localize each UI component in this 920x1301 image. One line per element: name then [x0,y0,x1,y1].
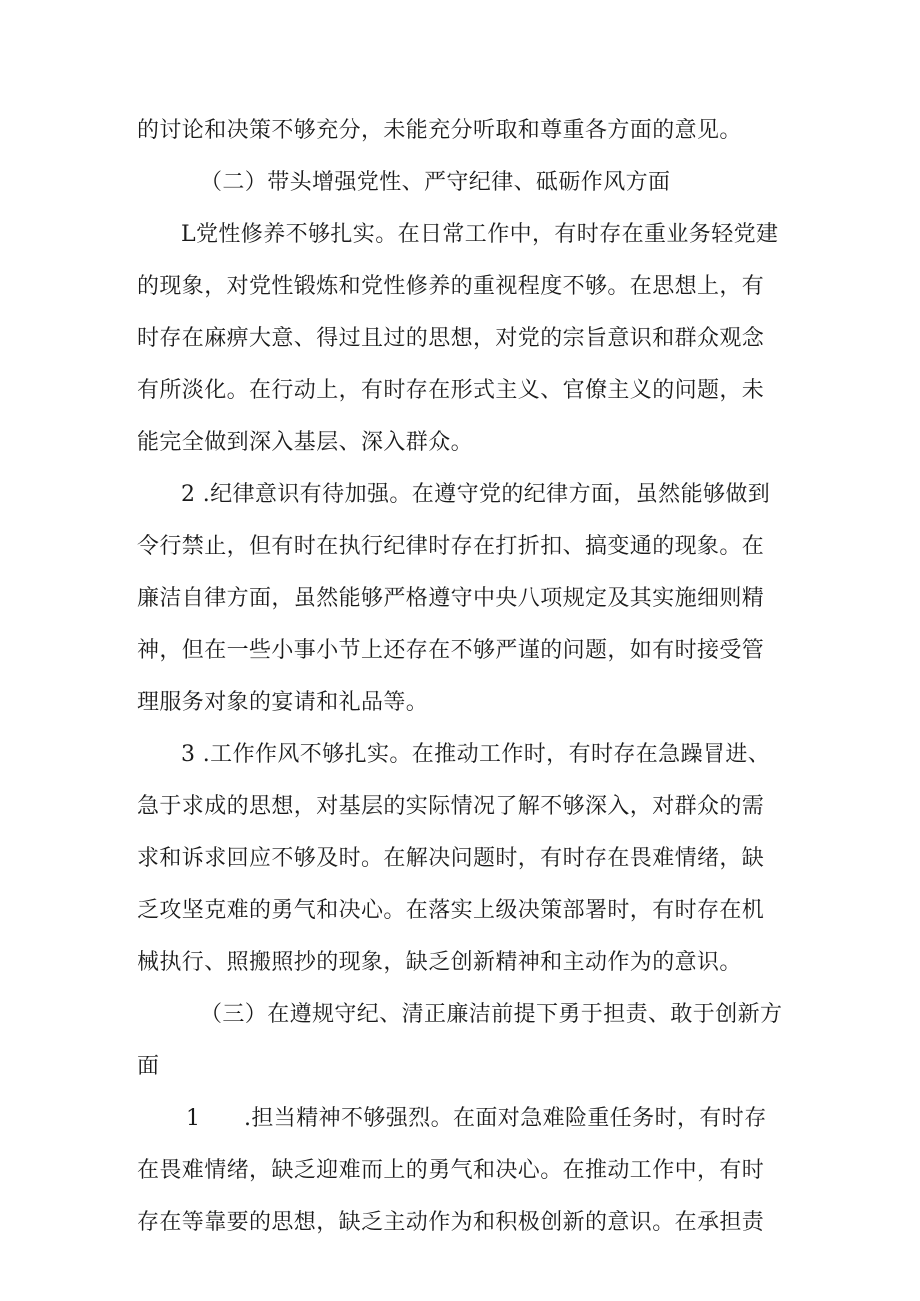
paragraph-line: 令行禁止，但有时在执行纪律时存在打折扣、搞变通的现象。在 [137,534,765,559]
paragraph-line: L党性修养不够扎实。在日常工作中，有时存在重业务轻党建 [181,222,779,247]
section-heading-2: （二）带头增强党性、严守纪律、砥砺作风方面 [200,170,671,195]
paragraph-line: 能完全做到深入基层、深入群众。 [137,430,474,455]
paragraph-line: 的讨论和决策不够充分，未能充分听取和尊重各方面的意见。 [137,118,742,143]
section-heading-3: （三）在遵规守纪、清正廉洁前提下勇于担责、敢于创新方 [200,1002,783,1027]
paragraph-line: 求和诉求回应不够及时。在解决问题时，有时存在畏难情绪，缺 [137,846,765,871]
section-heading-3-continued: 面 [137,1054,160,1079]
paragraph-line: 急于求成的思想，对基层的实际情况了解不够深入，对群众的需 [137,794,765,819]
paragraph-line: 械执行、照搬照抄的现象，缺乏创新精神和主动作为的意识。 [137,950,742,975]
paragraph-line: .担当精神不够强烈。在面对急难险重任务时，有时存 [244,1106,767,1131]
paragraph-line: 3 .工作作风不够扎实。在推动工作时，有时存在急躁冒进、 [181,742,771,767]
paragraph-line: 在畏难情绪，缺乏迎难而上的勇气和决心。在推动工作中，有时 [137,1158,765,1183]
paragraph-line: 存在等靠要的思想，缺乏主动作为和积极创新的意识。在承担责 [137,1210,765,1235]
paragraph-line: 时存在麻痹大意、得过且过的思想，对党的宗旨意识和群众观念 [137,326,765,351]
paragraph-line: 理服务对象的宴请和礼品等。 [137,690,429,715]
paragraph-line: 2 .纪律意识有待加强。在遵守党的纪律方面，虽然能够做到 [181,482,771,507]
paragraph-line: 廉洁自律方面，虽然能够严格遵守中央八项规定及其实施细则精 [137,586,765,611]
paragraph-line: 神，但在一些小事小节上还存在不够严谨的问题，如有时接受管 [137,638,765,663]
paragraph-line: 的现象，对党性锻炼和党性修养的重视程度不够。在思想上，有 [137,274,765,299]
paragraph-line: 乏攻坚克难的勇气和决心。在落实上级决策部署时，有时存在机 [137,898,765,923]
list-number: 1 [186,1106,201,1131]
paragraph-line: 有所淡化。在行动上，有时存在形式主义、官僚主义的问题，未 [137,378,765,403]
